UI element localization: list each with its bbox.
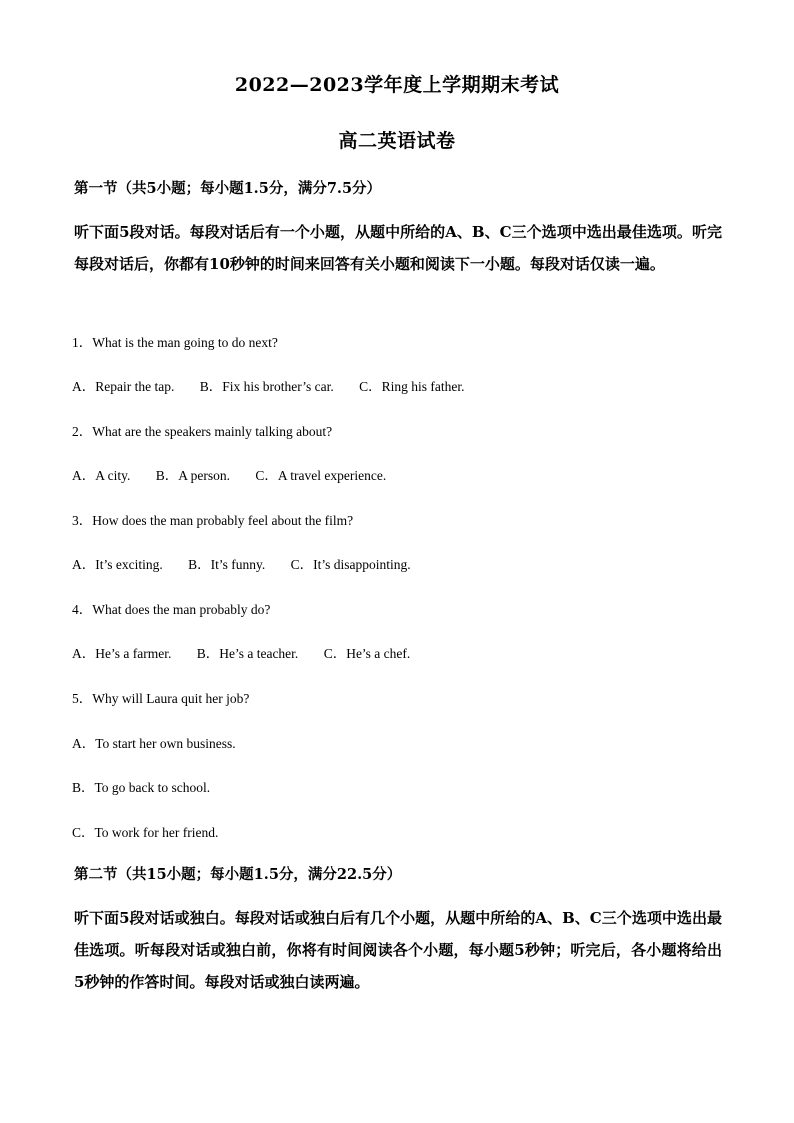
question-5-option-c: C．To work for her friend.	[72, 825, 219, 840]
exam-title: 2022—2023学年度上学期期末考试	[234, 74, 560, 96]
question-5-option-b: B．To go back to school.	[72, 780, 211, 795]
question-2-options	[72, 464, 408, 484]
section-1-instructions: 听下面5段对话。每段对话后有一个小题，从题中所给的A、B、C三个选项中选出最佳选项。听完每段对话后，你都有10秒钟的时间来回答有关小题和阅读下一小题。每段对话仅读一遍。	[74, 223, 722, 273]
question-4-options	[72, 642, 432, 662]
option-a: A．He’s a farmer.	[72, 646, 172, 661]
option-a: A．It’s exciting.	[72, 557, 163, 572]
option-c: C．It’s disappointing.	[290, 557, 411, 572]
option-b: B．It’s funny.	[188, 557, 266, 572]
section-1-heading: 第一节（共5小题；每小题1.5分，满分7.5分）	[74, 180, 382, 197]
option-b: B．Fix his brother’s car.	[199, 379, 334, 394]
question-1: 1．What is the man going to do next?	[72, 335, 278, 350]
option-b: B．He’s a teacher.	[196, 646, 299, 661]
question-5: 5．Why will Laura quit her job?	[72, 691, 250, 706]
question-5-option-a: A．To start her own business.	[72, 736, 236, 751]
option-a: A．Repair the tap.	[72, 379, 175, 394]
option-c: C．Ring his father.	[359, 379, 465, 394]
question-2: 2．What are the speakers mainly talking about?	[72, 424, 333, 439]
question-3: 3．How does the man probably feel about the film?	[72, 513, 354, 528]
option-c: C．A travel experience.	[255, 468, 387, 483]
option-c: C．He’s a chef.	[323, 646, 411, 661]
section-2-heading: 第二节（共15小题；每小题1.5分，满分22.5分）	[74, 866, 402, 883]
option-a: A．A city.	[72, 468, 131, 483]
question-3-options	[72, 553, 433, 573]
question-4: 4．What does the man probably do?	[72, 602, 271, 617]
question-1-options	[72, 375, 486, 395]
section-2-instructions: 听下面5段对话或独白。每段对话或独白后有几个小题，从题中所给的A、B、C三个选项中选出最佳选项。听每段对话或独白前，你将有时间阅读各个小题，每小题5秒钟；听完后，各小题将给出5秒钟的作答时间。每段对话或独白读两遍。	[74, 909, 722, 991]
exam-subtitle: 高二英语试卷	[338, 130, 456, 152]
option-b: B．A person.	[155, 468, 230, 483]
